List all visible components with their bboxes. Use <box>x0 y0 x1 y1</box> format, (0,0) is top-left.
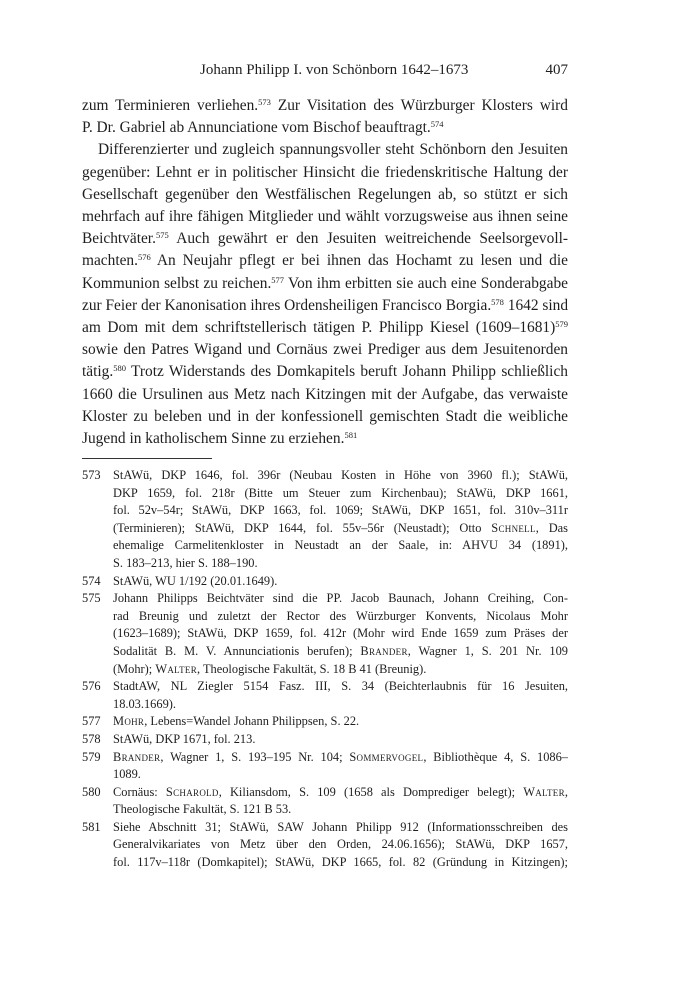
footnotes <box>82 467 568 872</box>
footnote-line: Siehe Abschnitt 31; StAWü, SAW Johann Philipp 912 (Informationsschreiben des <box>113 819 568 834</box>
body-line: gegenüber: Lehnt er in politischer Hinsicht die friedenskritische Haltung der <box>82 163 568 181</box>
footnote-line: 18.03.1669). <box>113 696 176 711</box>
footnote-text: , Kiliansdom, S. 109 (1658 als Domprediger belegt); <box>218 784 524 799</box>
footnote-number: 581 <box>82 819 101 834</box>
line-text: An Neujahr pflegt er bei ihnen das Hochamt zu lesen und die <box>150 252 568 270</box>
footnote-577 <box>82 713 568 731</box>
footnote-line <box>113 713 568 731</box>
author-name: Walter <box>155 661 197 676</box>
footnote-line: StAWü, DKP 1671, fol. 213. <box>113 731 256 746</box>
line-text: Auch gewährt er den Jesuiten weitreichende Seelsorgevoll- <box>168 230 568 248</box>
footnote-text: (Mohr); <box>113 661 156 676</box>
footnote-578 <box>82 731 568 749</box>
paragraph-visitation <box>82 95 568 139</box>
footnote-573 <box>82 467 568 573</box>
author-name: Mohr <box>113 714 145 729</box>
footnote-line: Generalvikariates von Metz über den Orden, 24.06.1656); StAWü, DKP 1657, <box>113 837 568 852</box>
author-name: Schnell <box>491 520 536 535</box>
footnote-line: ehemalige Carmelitenkloster in Neustadt an der Saale, in: AHVU 34 (1891), <box>113 538 568 553</box>
footnote-number: 580 <box>82 784 101 799</box>
footnote-ref[interactable]: 581 <box>344 430 358 441</box>
body-line: 1660 die Ursulinen aus Metz nach Kitzingen mit der Aufgabe, das verwaiste <box>82 385 568 403</box>
footnote-line <box>113 661 568 679</box>
footnote-line <box>113 643 568 661</box>
footnote-576 <box>82 678 568 713</box>
footnote-number: 578 <box>82 731 101 746</box>
footnote-text: , Wagner 1, S. 193–195 Nr. 104; <box>160 749 350 764</box>
footnote-line: Theologische Fakultät, S. 121 B 53. <box>113 802 292 817</box>
footnote-line: StAWü, WU 1/192 (20.01.1649). <box>113 573 278 588</box>
footnote-number: 573 <box>82 468 101 482</box>
footnote-line: fol. 52v–54r; StAWü, DKP 1663, fol. 1069; StAWü, DKP 1651, fol. 310v–311r <box>113 503 568 518</box>
footnote-text: , Wagner 1, S. 201 Nr. 109 <box>407 643 568 658</box>
footnote-line: Johann Philipps Beichtväter sind die PP. Jacob Baunach, Johann Creihing, Con- <box>113 591 568 606</box>
footnote-line <box>113 749 568 767</box>
footnote-text: , Bibliothèque 4, S. 1086– <box>423 749 568 764</box>
body-line <box>82 317 568 339</box>
author-name: Walter <box>523 784 565 799</box>
footnote-number: 575 <box>82 591 101 606</box>
body-line <box>82 428 568 450</box>
footnote-line: S. 183–213, hier S. 188–190. <box>113 555 258 570</box>
footnote-ref[interactable]: 576 <box>137 252 151 263</box>
footnote-575 <box>82 590 568 678</box>
footnote-text: , Theologische Fakultät, S. 18 B 41 (Breunig). <box>197 661 427 676</box>
footnote-text: , Lebens=Wandel Johann Philippsen, S. 22. <box>144 714 360 729</box>
footnote-line <box>113 784 568 802</box>
body-line: Gesellschaft gegenüber den Westfälischen Regelungen ab, so stützt er sich <box>82 185 568 203</box>
line-text: zum Terminieren verliehen. <box>82 97 259 114</box>
line-text: Beichtväter. <box>82 230 156 248</box>
footnote-number: 574 <box>82 573 101 588</box>
line-text: Von ihm erbitten sie auch eine Sonderabgabe <box>284 274 568 292</box>
body-line <box>82 295 568 317</box>
body-line: Kloster zu beleben und in der konfessionell gemischten Stadt die weibliche <box>82 407 568 425</box>
author-name: Sommervogel <box>349 749 424 764</box>
paragraph-jesuits <box>82 139 568 450</box>
body-line <box>82 117 568 139</box>
footnote-line: rad Breunig und zuletzt der Rector des Würzburger Konvents, Nicolaus Mohr <box>113 608 568 623</box>
line-text: 1642 sind <box>503 296 569 314</box>
running-title: Johann Philipp I. von Schönborn 1642–1673 <box>200 62 469 78</box>
line-text: machten. <box>82 252 138 270</box>
line-text: tätig. <box>82 363 114 381</box>
author-name: Scharold <box>165 784 219 799</box>
line-text: Kommunion selbst zu reichen. <box>82 274 272 292</box>
footnote-text: Cornäus: <box>113 784 166 799</box>
footnote-number: 576 <box>82 679 101 694</box>
author-name: Brander <box>113 749 161 764</box>
line-text: Zur Visitation des Würzburger Klosters wird <box>270 97 568 114</box>
footnote-line <box>113 520 568 538</box>
body-text <box>82 95 568 450</box>
body-line <box>82 228 568 250</box>
body-line: Differenzierter und zugleich spannungsvoller steht Schönborn den Jesuiten <box>98 141 568 159</box>
footnote-ref[interactable]: 574 <box>430 119 444 130</box>
footnote-line: StAWü, DKP 1646, fol. 396r (Neubau Kosten in Höhe von 3960 fl.); StAWü, <box>113 468 568 482</box>
footnote-line: (1623–1689); StAWü, DKP 1659, fol. 412r (Mohr wird Ende 1659 zum Präses der <box>113 626 568 641</box>
footnote-ref[interactable]: 577 <box>271 274 285 285</box>
author-name: Brander <box>360 643 408 658</box>
footnote-line: StadtAW, NL Ziegler 5154 Fasz. III, S. 34 (Beichterlaubnis für 16 Jesuiten, <box>113 679 568 694</box>
line-text: Jugend in katholischem Sinne zu erziehen. <box>82 430 345 448</box>
footnote-ref[interactable]: 579 <box>555 319 568 330</box>
footnote-580 <box>82 784 568 819</box>
line-text: Trotz Widerstands des Domkapitels beruft Johann Philipp schließlich <box>125 363 568 381</box>
line-text: am Dom mit dem schriftstellerisch tätigen P. Philipp Kiesel (1609–1681) <box>82 319 556 337</box>
footnote-ref[interactable]: 580 <box>113 363 126 374</box>
footnote-text: , <box>564 784 569 799</box>
footnote-text: (Terminieren); StAWü, DKP 1644, fol. 55v–56r (Neustadt); Otto <box>113 520 492 535</box>
body-line: mehrfach auf ihre fähigen Mitglieder und wählt vorzugsweise aus ihnen seine <box>82 208 568 226</box>
body-line <box>82 250 568 272</box>
line-text: P. Dr. Gabriel ab Annunciatione vom Bischof beauftragt. <box>82 119 431 137</box>
footnote-text: , Das <box>535 520 568 535</box>
footnote-581 <box>82 819 568 872</box>
body-line <box>82 95 568 117</box>
body-line: sowie den Patres Wigand und Cornäus zwei Prediger aus dem Jesuitenorden <box>82 341 568 359</box>
footnote-line: fol. 117v–118r (Domkapitel); StAWü, DKP 1665, fol. 82 (Gründung in Kitzingen); <box>113 855 568 870</box>
footnote-ref[interactable]: 573 <box>258 97 271 107</box>
footnote-ref[interactable]: 578 <box>491 296 504 307</box>
body-line <box>82 361 568 383</box>
footnote-number: 577 <box>82 714 101 729</box>
footnote-number: 579 <box>82 749 101 764</box>
footnote-text: Sodalität B. M. V. Annunciationis berufen); <box>113 643 361 658</box>
body-line <box>82 273 568 295</box>
footnote-separator <box>82 458 212 459</box>
page-number: 407 <box>545 62 568 78</box>
footnote-line: 1089. <box>113 767 141 782</box>
line-text: zur Feier der Kanonisation ihres Ordensheiligen Francisco Borgia. <box>82 296 492 314</box>
footnote-579 <box>82 749 568 784</box>
footnote-ref[interactable]: 575 <box>155 230 169 241</box>
footnote-574 <box>82 573 568 591</box>
running-head <box>82 62 568 82</box>
footnote-line: DKP 1659, fol. 218r (Bitte um Steuer zum Kirchenbau); StAWü, DKP 1661, <box>113 485 568 500</box>
